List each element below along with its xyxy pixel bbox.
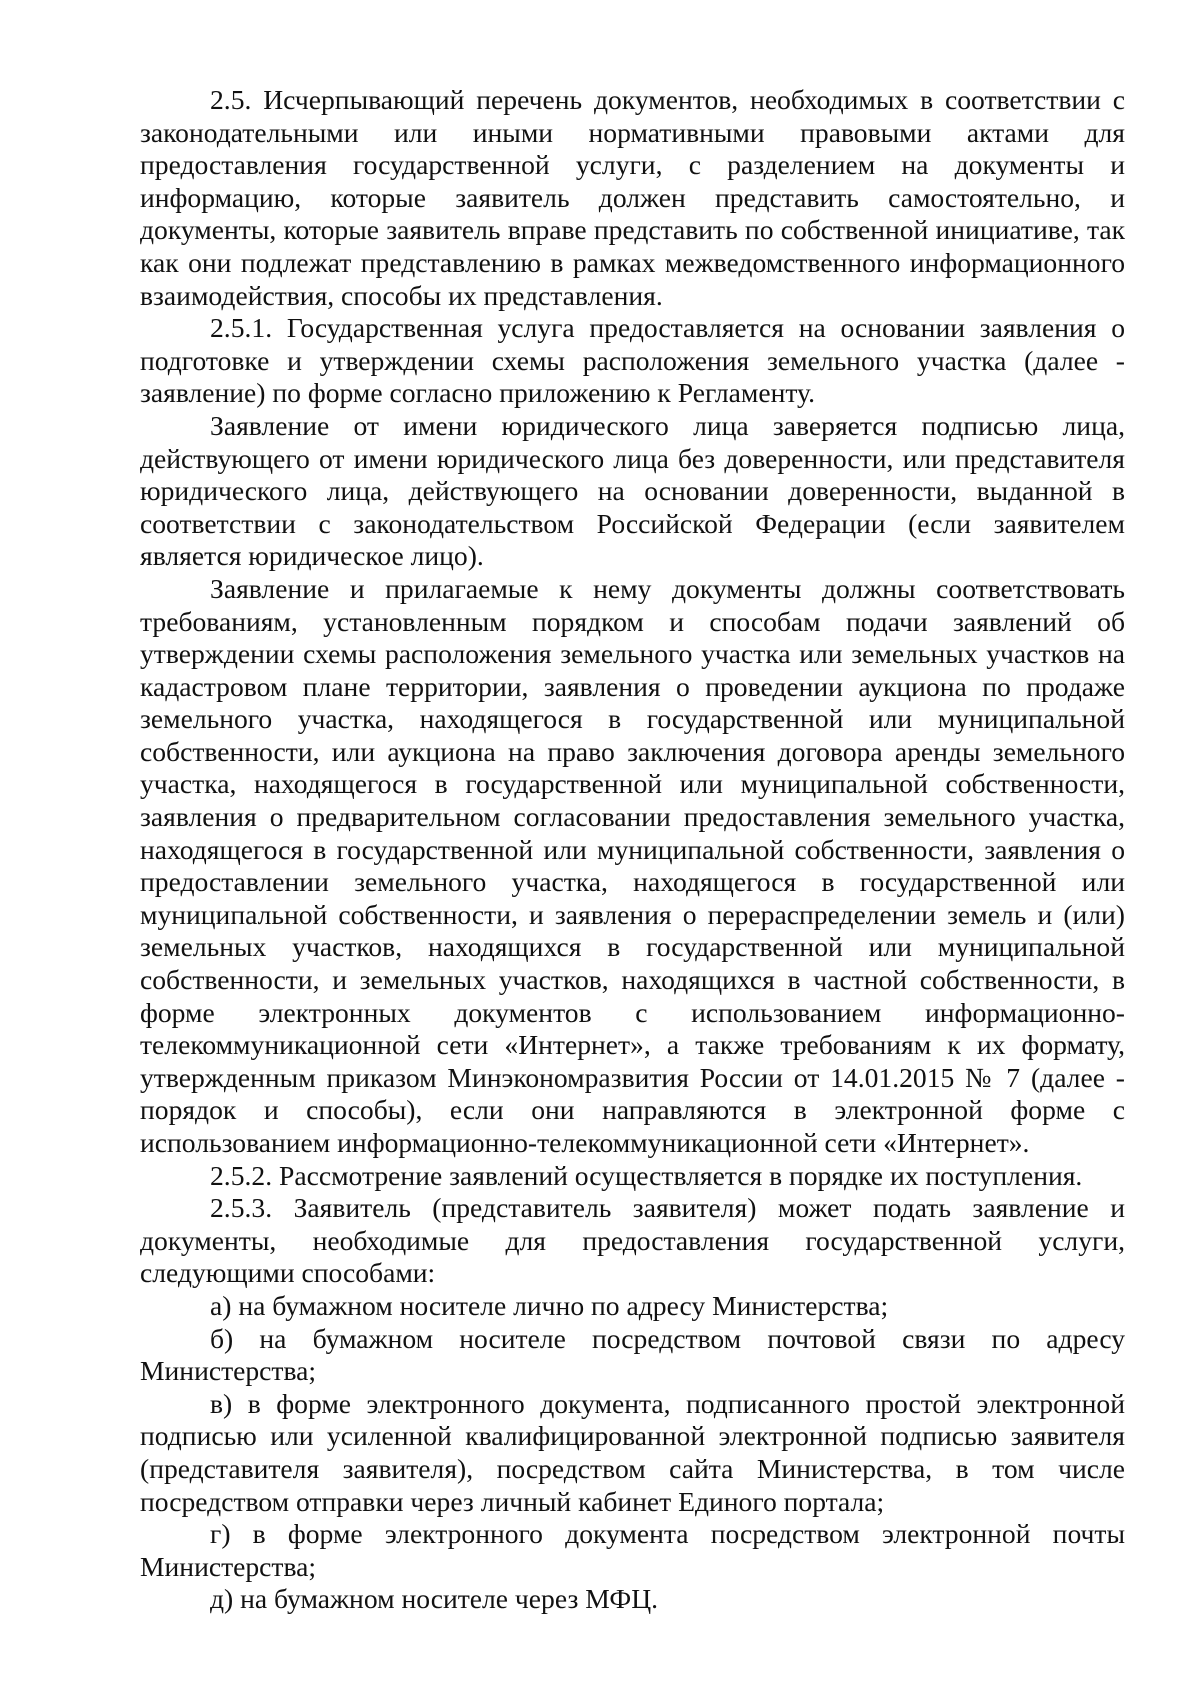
paragraph-2-5-1: 2.5.1. Государственная услуга предоставляется на основании заявления о подготовке и утверждении схемы расположения земельного участка (далее - заявление) по форме согласно приложению к Регламенту.: [140, 312, 1125, 409]
paragraph-requirements: Заявление и прилагаемые к нему документы должны соответствовать требованиям, установленным порядком и способам подачи заявлений об утверждении схемы расположения земельного участка или земельных участков на кадастровом плане территории, заявления о проведении аукциона по продаже земельного участка, находящегося в государственной или муниципальной собственности, или аукциона на право заключения договора аренды земельного участка, находящегося в государственной или муниципальной собственности, заявления о предварительном согласовании предоставления земельного участка, находящегося в государственной или муниципальной собственности, заявления о предоставлении земельного участка, находящегося в государственной или муниципальной собственности, и заявления о перераспределении земель и (или) земельных участков, находящихся в государственной или муниципальной собственности, и земельных участков, находящихся в частной собственности, в форме электронных документов с использованием информационно-телекоммуникационной сети «Интернет», а также требованиям к их формату, утвержденным приказом Минэкономразвития России от 14.01.2015 № 7 (далее - порядок и способы), если они направляются в электронной форме с использованием информационно-телекоммуникационной сети «Интернет».: [140, 572, 1125, 1158]
list-item-g: г) в форме электронного документа посредством электронной почты Министерства;: [140, 1518, 1125, 1582]
paragraph-2-5-2: 2.5.2. Рассмотрение заявлений осуществляется в порядке их поступления.: [210, 1159, 1083, 1191]
list-item-b: б) на бумажном носителе посредством почтовой связи по адресу Министерства;: [140, 1322, 1125, 1387]
list-item-v: в) в форме электронного документа, подписанного простой электронной подписью или усиленной квалифицированной электронной подписью заявителя (представителя заявителя), посредством сайта Министерства, в том числе посредством отправки через личный кабинет Единого портала;: [140, 1387, 1125, 1517]
list-item-d: д) на бумажном носителе через МФЦ.: [210, 1583, 659, 1615]
paragraph-2-5-3: 2.5.3. Заявитель (представитель заявителя) может подать заявление и документы, необходимые для предоставления государственной услуги, следующими способами:: [140, 1192, 1125, 1289]
paragraph-legal-entity: Заявление от имени юридического лица заверяется подписью лица, действующего от имени юридического лица без доверенности, или представителя юридического лица, действующего на основании доверенности, выданной в соответствии с законодательством Российской Федерации (если заявителем является юридическое лицо).: [140, 409, 1125, 572]
list-item-a: а) на бумажном носителе лично по адресу Министерства;: [210, 1289, 889, 1321]
paragraph-2-5: 2.5. Исчерпывающий перечень документов, необходимых в соответствии с законодательными или иными нормативными правовыми актами для предоставления государственной услуги, с разделением на документы и информацию, которые заявитель должен представить самостоятельно, и документы, которые заявитель вправе представить по собственной инициативе, так как они подлежат представлению в рамках межведомственного информационного взаимодействия, способы их представления.: [140, 84, 1125, 311]
document-page: [140, 84, 1125, 1616]
